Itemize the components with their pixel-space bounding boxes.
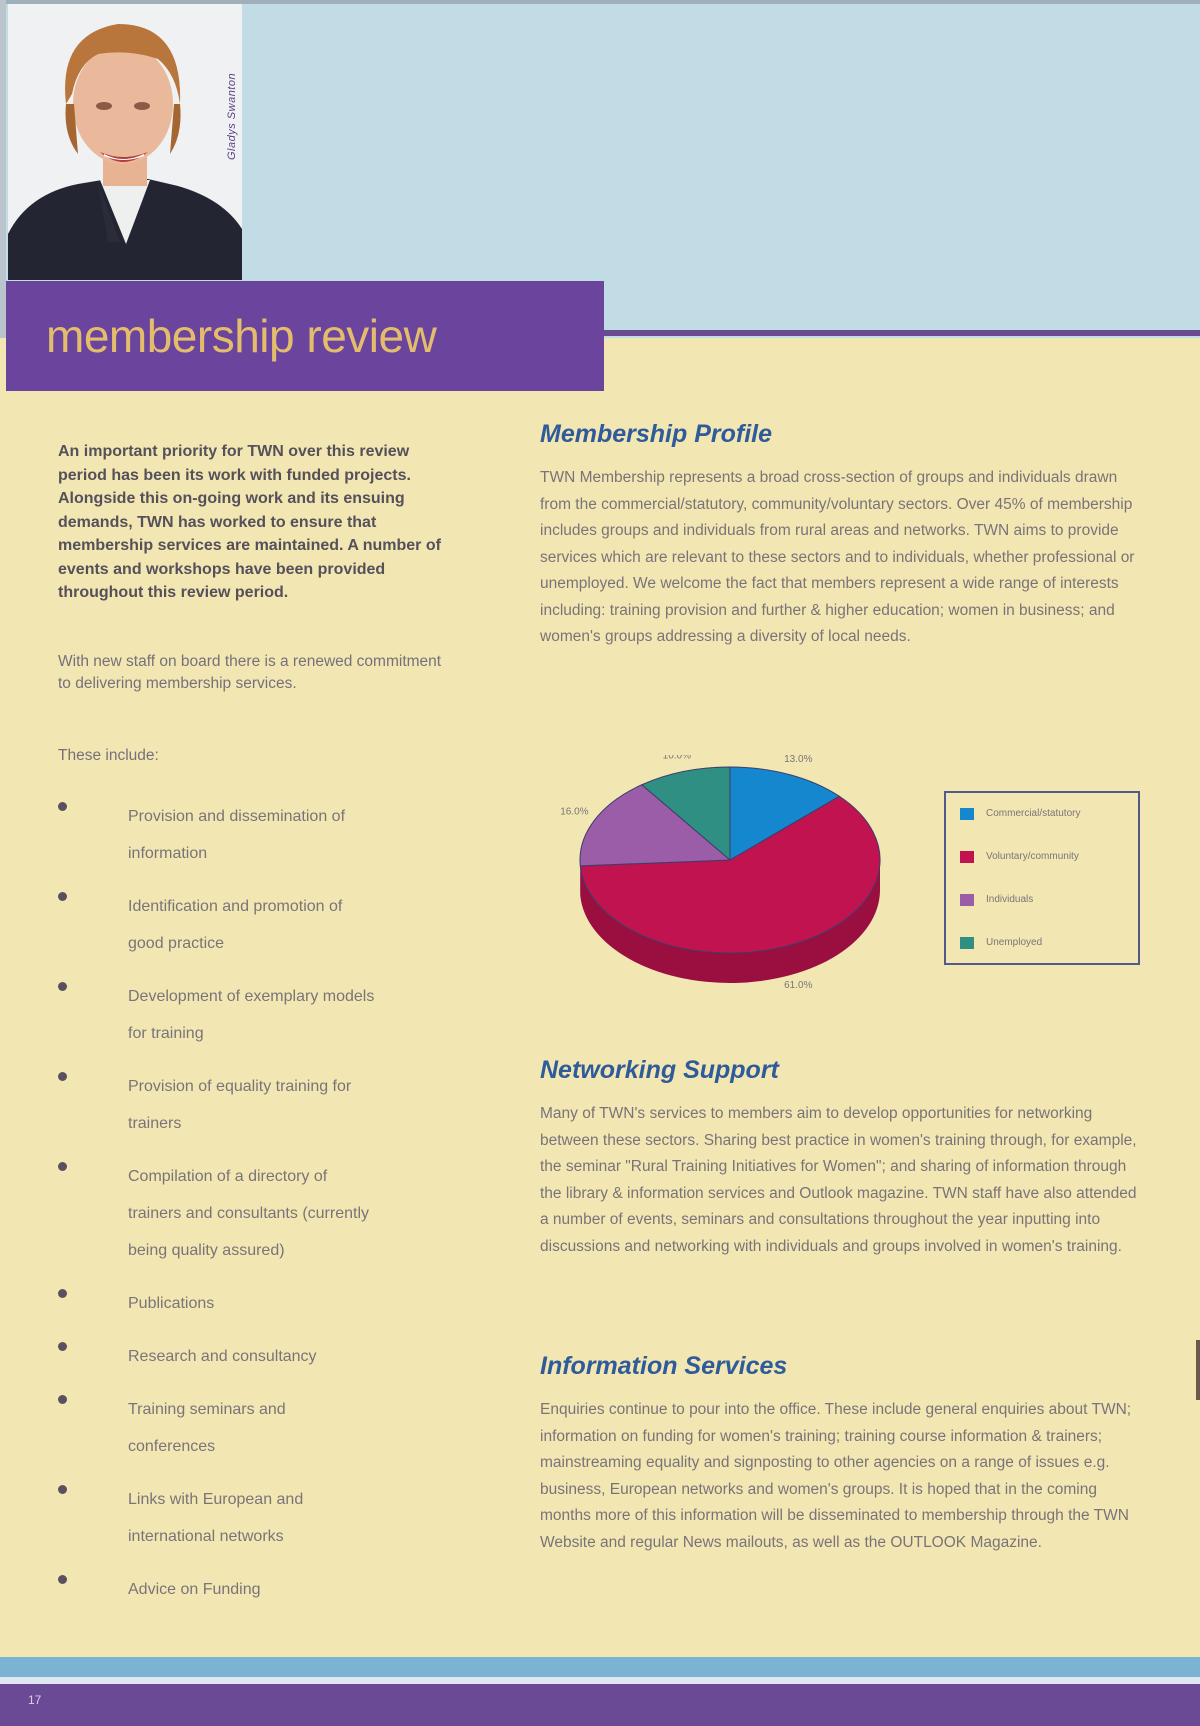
bullet-icon	[58, 1162, 67, 1171]
service-label: Identification and promotion of good practice	[128, 898, 343, 952]
legend-label: Voluntary/community	[986, 851, 1079, 862]
legend-swatch	[960, 894, 974, 906]
pie-data-label: 16.0%	[560, 806, 589, 818]
pie-data-label: 10.0%	[662, 755, 692, 762]
service-label: Publications	[128, 1295, 215, 1312]
list-item	[54, 798, 454, 872]
chart-legend	[944, 791, 1140, 965]
photo-caption: Gladys Swanton	[226, 72, 238, 160]
section-heading: Information Services	[540, 1352, 788, 1380]
section-body: TWN Membership represents a broad cross-section of groups and individuals drawn from the commercial/statutory, community/voluntary sectors. Over 45% of membership includes groups and individuals from rural areas and networks. TWN aims to provide services which are relevant to these sectors and to individuals, whether professional or unemployed. We welcome the fact that members represent a wide range of interests including: training provision and further & higher education; women in business; and women's groups addressing a diversity of local needs.	[540, 469, 1135, 645]
bullet-icon	[58, 1289, 67, 1298]
service-label: Research and consultancy	[128, 1348, 317, 1365]
footer-purple-band	[0, 1684, 1200, 1726]
bullet-icon	[58, 1342, 67, 1351]
pie-svg	[530, 755, 930, 1025]
legend-label: Individuals	[986, 894, 1034, 905]
legend-label: Commercial/statutory	[986, 808, 1081, 819]
page-edge-tab	[1196, 1340, 1200, 1400]
staff-paragraph: With new staff on board there is a renewed commitment to delivering membership services.	[58, 653, 442, 692]
intro-paragraph: An important priority for TWN over this review period has been its work with funded projects. Alongside this on-going work and its ensuing demands, TWN has worked to ensure that membership services are maintained. A number of events and workshops have been provided throughout this review period.	[58, 443, 441, 601]
legend-swatch	[960, 851, 974, 863]
section-heading: Networking Support	[540, 1056, 779, 1084]
list-item	[54, 888, 454, 962]
intro-block	[58, 440, 448, 605]
bullet-icon	[58, 802, 67, 811]
list-item	[54, 1285, 454, 1322]
list-item	[54, 1391, 454, 1465]
portrait-photo	[8, 4, 242, 280]
legend-swatch	[960, 937, 974, 949]
bullet-icon	[58, 1575, 67, 1584]
section-heading: Membership Profile	[540, 420, 772, 448]
bullet-icon	[58, 982, 67, 991]
list-item	[54, 1571, 454, 1608]
legend-swatch	[960, 808, 974, 820]
bullet-icon	[58, 892, 67, 901]
list-item	[54, 1481, 454, 1555]
pie-data-label: 13.0%	[784, 755, 813, 765]
staff-block	[58, 651, 448, 695]
list-item	[54, 1068, 454, 1142]
service-label: Compilation of a directory of trainers and consultants (currently being quality assured)	[128, 1168, 369, 1259]
section-information-services	[540, 1352, 1140, 1556]
section-body: Enquiries continue to pour into the office. These include general enquiries about TWN; information on funding for women's training; training course information & trainers; mainstreaming equality and signposting to other agencies on a range of issues e.g. business, European networks and women's groups. It is hoped that in the coming months more of this information will be disseminated to membership through the TWN Website and regular News mailouts, as well as the OUTLOOK Magazine.	[540, 1401, 1132, 1551]
includes-label: These include:	[58, 747, 159, 764]
service-label: Advice on Funding	[128, 1581, 261, 1598]
bullet-icon	[58, 1072, 67, 1081]
section-networking-support	[540, 1056, 1140, 1260]
section-membership-profile	[540, 420, 1140, 651]
portrait-illustration	[8, 4, 242, 280]
pie-data-label: 61.0%	[784, 980, 813, 992]
section-body: Many of TWN's services to members aim to develop opportunities for networking between these sectors. Sharing best practice in women's training through, for example, the seminar "Rural Training Initiatives for Women"; and sharing of information through the library & information services and Outlook magazine. TWN staff have also attended a number of events, seminars and consultations throughout the year inputting into discussions and networking with individuals and groups involved in women's training.	[540, 1105, 1137, 1255]
service-label: Provision of equality training for trainers	[128, 1078, 352, 1132]
service-label: Provision and dissemination of information	[128, 808, 346, 862]
footer-white-line	[0, 1677, 1200, 1684]
page-number: 17	[28, 1693, 42, 1707]
includes-block	[58, 745, 448, 767]
header-divider	[600, 330, 1200, 336]
footer-blue-band	[0, 1657, 1200, 1677]
legend-label: Unemployed	[986, 937, 1043, 948]
bullet-icon	[58, 1395, 67, 1404]
page-title: membership review	[46, 310, 437, 362]
list-item	[54, 978, 454, 1052]
services-list	[54, 798, 454, 1608]
bullet-icon	[58, 1485, 67, 1494]
service-label: Development of exemplary models for training	[128, 988, 375, 1042]
service-label: Training seminars and conferences	[128, 1401, 286, 1455]
service-label: Links with European and international networks	[128, 1491, 304, 1545]
title-banner	[6, 281, 604, 391]
list-item	[54, 1338, 454, 1375]
list-item	[54, 1158, 454, 1269]
